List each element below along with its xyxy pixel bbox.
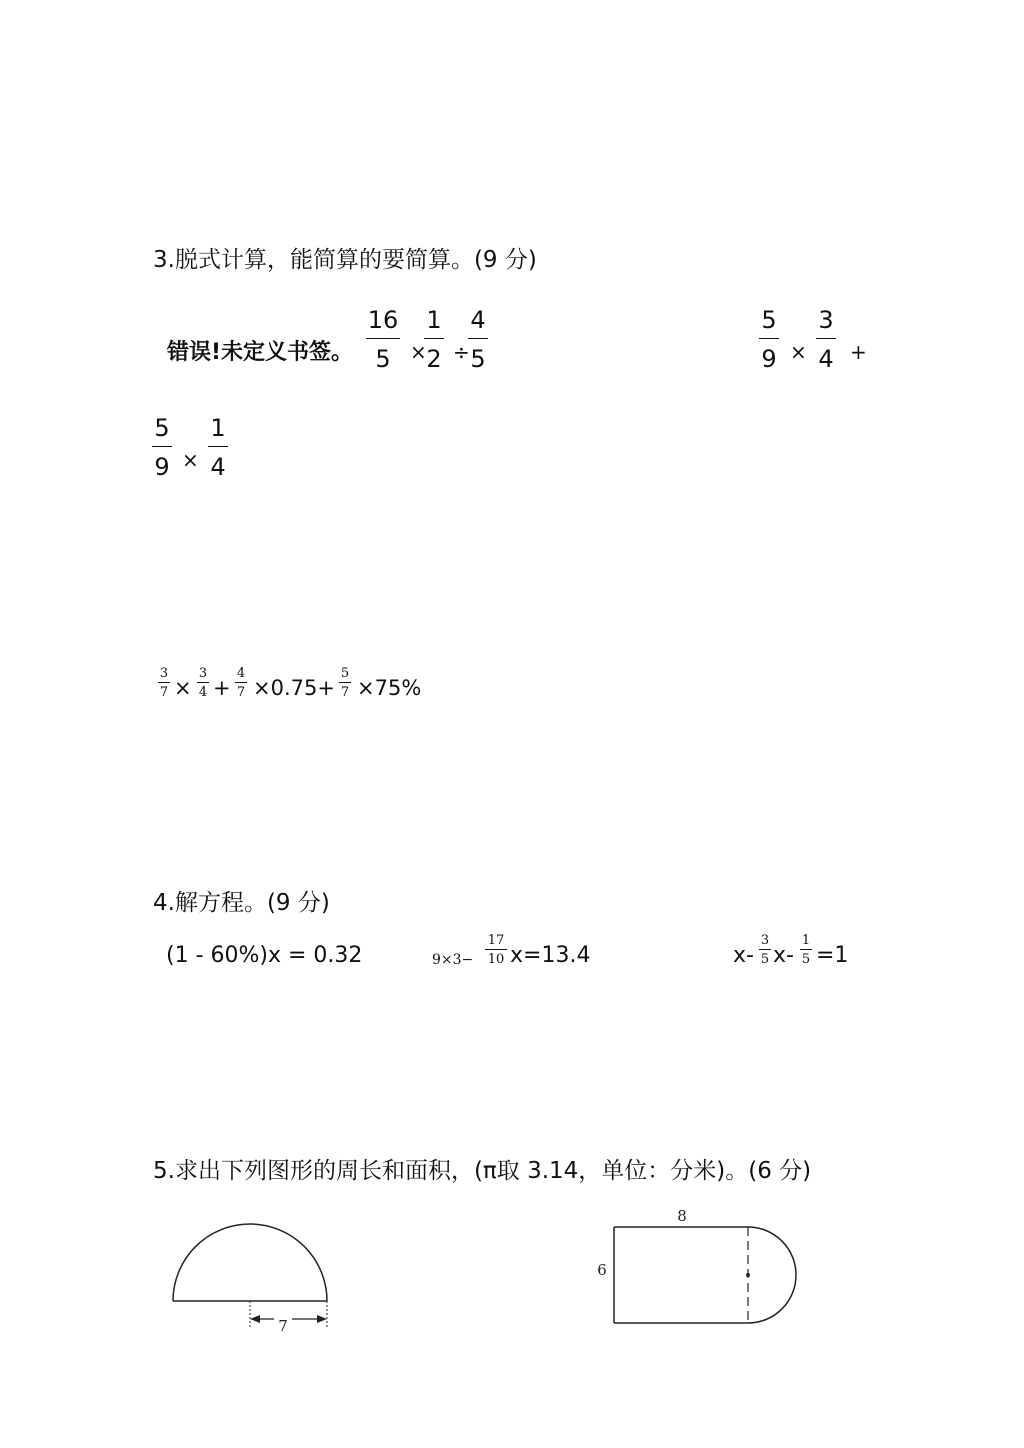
radius-label: 7 <box>278 1317 288 1335</box>
fraction-denominator: 4 <box>210 453 226 481</box>
plus-operator: + <box>213 676 231 700</box>
fraction-5-7 <box>339 666 351 700</box>
fraction-bar <box>800 949 812 950</box>
fraction-denominator: 5 <box>375 345 391 373</box>
times-operator: × <box>790 340 807 364</box>
fraction-bar <box>339 682 351 683</box>
fraction-16-5 <box>366 306 400 373</box>
fraction-denominator: 7 <box>340 685 350 700</box>
bookmark-error-text: 错误!未定义书签。 <box>167 340 354 365</box>
fraction-denominator: 2 <box>426 345 442 373</box>
fraction-4-7 <box>235 666 247 700</box>
fraction-numerator: 4 <box>470 306 486 334</box>
fraction-5-9-second <box>152 414 172 481</box>
fraction-numerator: 5 <box>154 414 170 442</box>
rectangle-semicircle-figure <box>590 1200 805 1330</box>
fraction-3-7 <box>158 666 170 700</box>
equation-2-prefix: 9×3− <box>432 952 474 968</box>
fraction-3-4 <box>816 306 836 373</box>
fraction-bar <box>158 682 170 683</box>
fraction-17-10 <box>485 933 507 967</box>
fraction-numerator: 1 <box>210 414 226 442</box>
equation-3-part1: x- <box>733 943 754 968</box>
fraction-denominator: 5 <box>470 345 486 373</box>
fraction-denominator: 5 <box>760 952 770 967</box>
q3-heading: 3.脱式计算，能简算的要简算。(9 分) <box>153 247 537 273</box>
fraction-denominator: 9 <box>761 345 777 373</box>
fraction-bar <box>816 338 836 339</box>
fraction-3-4 <box>197 666 209 700</box>
fraction-bar <box>759 338 779 339</box>
right-semicircle-arc <box>748 1227 796 1323</box>
top-length-label: 8 <box>677 1207 687 1225</box>
fraction-denominator: 7 <box>159 685 169 700</box>
equation-2-suffix: x=13.4 <box>510 943 591 968</box>
fraction-bar <box>235 682 247 683</box>
times-decimal-plus: ×0.75+ <box>253 676 335 700</box>
fraction-numerator: 3 <box>159 666 169 681</box>
fraction-bar <box>197 682 209 683</box>
fraction-denominator: 4 <box>198 685 208 700</box>
equation-3-part2: x- <box>773 943 794 968</box>
fraction-bar <box>485 949 507 950</box>
fraction-denominator: 10 <box>487 952 505 967</box>
equation-3-part3: =1 <box>816 943 849 968</box>
fraction-bar <box>152 446 172 447</box>
fraction-numerator: 3 <box>198 666 208 681</box>
semicircle-arc <box>173 1224 327 1301</box>
equation-1: (1 - 60%)x = 0.32 <box>166 943 363 968</box>
q5-heading: 5.求出下列图形的周长和面积，(π取 3.14，单位：分米)。(6 分) <box>153 1158 812 1184</box>
fraction-1-4 <box>208 414 228 481</box>
fraction-bar <box>759 949 771 950</box>
fraction-bar <box>366 338 400 339</box>
fraction-numerator: 1 <box>801 933 811 948</box>
semicircle-figure <box>160 1205 350 1340</box>
fraction-bar <box>208 446 228 447</box>
fraction-numerator: 1 <box>426 306 442 334</box>
fraction-numerator: 3 <box>818 306 834 334</box>
fraction-bar <box>468 338 488 339</box>
fraction-bar <box>424 338 444 339</box>
fraction-numerator: 16 <box>367 306 399 334</box>
arrowhead-right-icon <box>317 1315 327 1323</box>
fraction-denominator: 4 <box>818 345 834 373</box>
plus-operator: + <box>850 340 867 364</box>
times-operator: × <box>410 340 427 364</box>
fraction-denominator: 9 <box>154 453 170 481</box>
center-dot <box>746 1273 750 1277</box>
side-length-label: 6 <box>597 1261 607 1279</box>
fraction-1-5 <box>800 933 812 967</box>
fraction-4-5 <box>468 306 488 373</box>
fraction-numerator: 5 <box>340 666 350 681</box>
q4-heading: 4.解方程。(9 分) <box>153 890 330 916</box>
times-operator: × <box>174 676 192 700</box>
fraction-3-5 <box>759 933 771 967</box>
fraction-numerator: 5 <box>761 306 777 334</box>
arrowhead-left-icon <box>250 1315 260 1323</box>
divide-operator: ÷ <box>453 340 470 364</box>
fraction-denominator: 5 <box>801 952 811 967</box>
fraction-numerator: 3 <box>760 933 770 948</box>
fraction-denominator: 7 <box>236 685 246 700</box>
fraction-numerator: 4 <box>236 666 246 681</box>
fraction-5-9 <box>759 306 779 373</box>
fraction-numerator: 17 <box>487 933 505 948</box>
times-percent: ×75% <box>357 676 422 700</box>
fraction-1-2 <box>424 306 444 373</box>
times-operator: × <box>182 448 199 472</box>
